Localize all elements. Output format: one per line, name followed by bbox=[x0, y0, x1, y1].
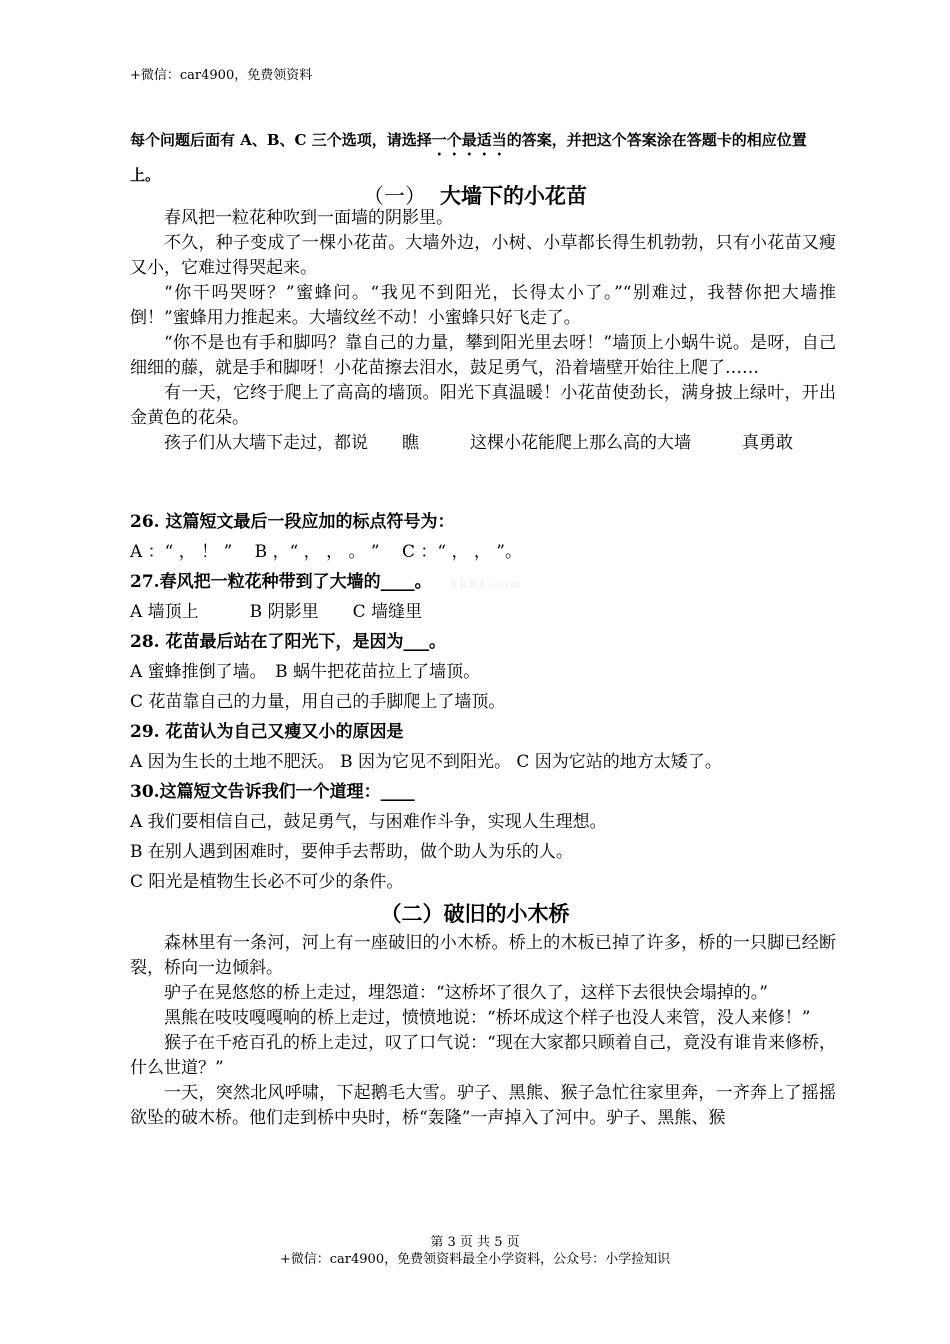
story2-body bbox=[130, 931, 836, 1131]
story2-paragraph: 森林里有一条河，河上有一座破旧的小木桥。桥上的木板已掉了许多，桥的一只脚已经断裂，桥向一边倾斜。 bbox=[130, 933, 836, 978]
story1-body bbox=[130, 206, 836, 456]
question-28 bbox=[130, 627, 836, 717]
story1-paragraph: “你干吗哭呀？”蜜蜂问。“我见不到阳光，长得太小了。”“别难过，我替你把大墙推倒！”蜜蜂用力推起来。大墙纹丝不动！小蜜蜂只好飞走了。 bbox=[130, 283, 836, 328]
question-29 bbox=[130, 717, 836, 777]
story2-paragraph: 猴子在千疮百孔的桥上走过，叹了口气说：“现在大家都只顾着自己，竟没有谁肯来修桥，什么世道？” bbox=[130, 1033, 836, 1078]
question-options: A 蜜蜂推倒了墙。 B 蜗牛把花苗拉上了墙顶。 bbox=[130, 662, 481, 682]
question-text: 29. 花苗认为自己又瘦又小的原因是 bbox=[130, 722, 404, 742]
question-options: A 墙顶上 B 阴影里 C 墙缝里 bbox=[130, 602, 422, 622]
story1-paragraph: “你不是也有手和脚吗？靠自己的力量，攀到阳光里去呀！”墙顶上小蜗牛说。是呀，自己细细的藤，就是手和脚呀！小花苗擦去泪水，鼓足勇气，沿着墙壁开始往上爬了…… bbox=[130, 333, 836, 378]
story1-title: 大墙下的小花苗 bbox=[440, 183, 587, 208]
question-options: A 我们要相信自己，鼓足勇气，与困难作斗争，实现人生理想。 bbox=[130, 812, 607, 832]
question-options: C 花苗靠自己的力量，用自己的手脚爬上了墙顶。 bbox=[130, 692, 506, 712]
question-30 bbox=[130, 777, 836, 897]
story2-paragraph: 驴子在晃悠悠的桥上走过，埋怨道：“这桥坏了很久了，这样下去很快会塌掉的。” bbox=[164, 983, 768, 1003]
instructions-before: 每个问题后面有 A、B、C 三个选项，请选择 bbox=[130, 131, 432, 149]
instructions-after: 的答案，并把这个答案涂在答题卡的相应位置上。 bbox=[130, 131, 807, 184]
story2-title: （二）破旧的小木桥 bbox=[380, 901, 570, 926]
question-text: 27.春风把一粒花种带到了大墙的____。 bbox=[130, 572, 432, 592]
question-text: 28. 花苗最后站在了阳光下，是因为___。 bbox=[130, 632, 446, 652]
watermark: XkB1.com bbox=[450, 578, 523, 591]
question-options: A 因为生长的土地不肥沃。 B 因为它见不到阳光。 C 因为它站的地方太矮了。 bbox=[130, 752, 722, 772]
header-contact: +微信：car4900，免费领资料 bbox=[130, 68, 313, 83]
question-options: B 在别人遇到困难时，要伸手去帮助，做个助人为乐的人。 bbox=[130, 842, 573, 862]
question-options: C 阳光是植物生长必不可少的条件。 bbox=[130, 872, 404, 892]
story2-paragraph: 黑熊在吱吱嘎嘎响的桥上走过，愤愤地说：“桥坏成这个样子也没人来管，没人来修！” bbox=[164, 1008, 811, 1028]
story1-number: （一） bbox=[363, 184, 426, 208]
story1-paragraph: 不久，种子变成了一棵小花苗。大墙外边，小树、小草都长得生机勃勃，只有小花苗又瘦又小，它难过得哭起来。 bbox=[130, 233, 836, 278]
question-26 bbox=[130, 507, 836, 567]
question-text: 26. 这篇短文最后一段应加的标点符号为： bbox=[130, 512, 455, 532]
page-number: 第 3 页 共 5 页 bbox=[430, 1235, 520, 1250]
question-options: A ：“ ， ！ ” B ，“ ， ， 。 ” C ：“ ， ， ”。 bbox=[130, 542, 522, 562]
question-27 bbox=[130, 567, 836, 627]
question-text: 30.这篇短文告诉我们一个道理：____ bbox=[130, 782, 415, 802]
footer-note: +微信：car4900，免费领资料最全小学资料，公众号：小学捡知识 bbox=[279, 1252, 671, 1267]
story1-paragraph: 孩子们从大墙下走过，都说 瞧 这棵小花能爬上那么高的大墙 真勇敢 bbox=[164, 433, 793, 453]
story1-paragraph: 春风把一粒花种吹到一面墙的阴影里。 bbox=[164, 208, 453, 228]
instructions-emphasis: 一个最适当 bbox=[431, 131, 507, 149]
story2-paragraph: 一天，突然北风呼啸，下起鹅毛大雪。驴子、黑熊、猴子急忙往家里奔，一齐奔上了摇摇欲坠的破木桥。他们走到桥中央时，桥“轰隆”一声掉入了河中。驴子、黑熊、猴 bbox=[130, 1083, 836, 1128]
story1-paragraph: 有一天，它终于爬上了高高的墙顶。阳光下真温暖！小花苗使劲长，满身披上绿叶，开出金黄色的花朵。 bbox=[130, 383, 836, 428]
